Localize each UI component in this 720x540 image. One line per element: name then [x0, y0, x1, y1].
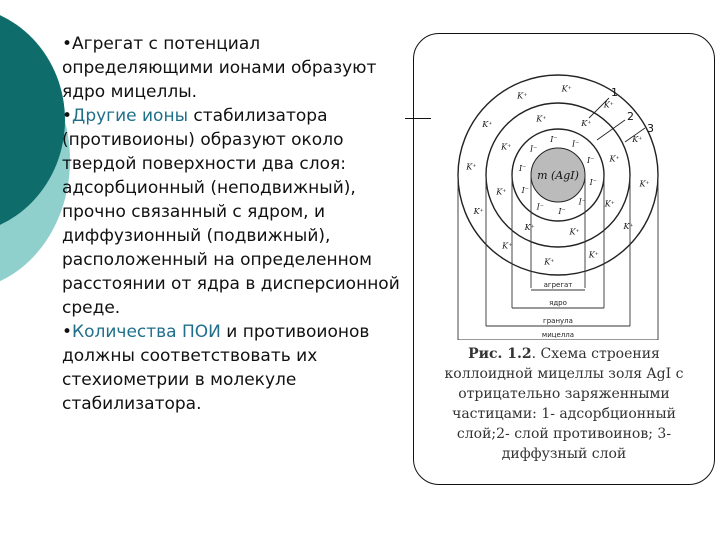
marker-1: 1: [611, 86, 618, 99]
bullet-item: [62, 32, 407, 104]
caption-prefix: Рис. 1.2: [468, 346, 532, 362]
ion-label-iodide: I⁻: [589, 178, 597, 188]
ion-label-potassium: K⁺: [632, 135, 643, 145]
ion-label-potassium: K⁺: [623, 221, 634, 231]
ion-label-iodide: I⁻: [550, 135, 558, 145]
dim-label-nucleus: ядро: [549, 299, 567, 307]
marker-2: 2: [627, 110, 634, 123]
bullet-text: Агрегат с потенциал определяющими ионами образуют ядро мицеллы.: [62, 34, 377, 102]
ion-label-potassium: K⁺: [604, 199, 615, 209]
core-label: m (AgI): [537, 169, 579, 182]
ion-label-potassium: K⁺: [609, 154, 620, 164]
caption-text: . Схема строения коллоидной мицеллы золя AgI с: [444, 346, 684, 382]
ion-label-iodide: I⁻: [572, 139, 580, 149]
ion-label-potassium: K⁺: [482, 120, 493, 130]
bullet-symbol: •: [62, 34, 73, 54]
highlighted-term: Другие ионы: [72, 106, 188, 126]
ion-label-iodide: I⁻: [521, 186, 529, 195]
bullet-text-block: [62, 32, 407, 416]
bullet-item: [62, 104, 407, 320]
ion-label-potassium: K⁺: [561, 84, 572, 94]
marker-3: 3: [647, 122, 654, 135]
dim-label-granule: гранула: [543, 317, 573, 325]
ion-label-iodide: I⁻: [587, 156, 595, 165]
bullet-text: стабилизатора (противоионы) образуют около твердой поверхности два слоя: адсорбционный (неподвижный), прочно связанный с ядром, и диффузионный (подвижный), расположенный на определенном расстоянии от ядра в дисперсионной среде.: [62, 106, 400, 318]
caption-line: диффузный слой: [501, 446, 627, 462]
bullet-item: [62, 320, 407, 416]
ion-label-iodide: I⁻: [519, 163, 527, 173]
caption-line: частицами: 1- адсорбционный: [452, 406, 676, 422]
ion-label-potassium: K⁺: [588, 250, 599, 260]
ion-label-potassium: K⁺: [536, 114, 547, 124]
ion-label-potassium: K⁺: [473, 206, 484, 216]
bullet-symbol: •: [62, 106, 73, 126]
ion-label-iodide: I⁻: [536, 202, 544, 212]
dim-label-micelle: мицелла: [541, 331, 575, 339]
ion-label-potassium: K⁺: [501, 142, 512, 152]
ion-label-potassium: K⁺: [581, 119, 592, 129]
ion-label-potassium: K⁺: [466, 162, 477, 172]
dim-label-aggregate: агрегат: [543, 281, 573, 289]
caption-line: [430, 344, 698, 384]
ion-label-potassium: K⁺: [569, 227, 580, 237]
ion-label-iodide: I⁻: [530, 144, 538, 154]
ion-label-potassium: K⁺: [544, 257, 555, 267]
micelle-diagram: [413, 40, 713, 340]
figure-caption: [430, 344, 698, 464]
ion-label-potassium: K⁺: [524, 222, 535, 232]
ion-label-potassium: K⁺: [502, 241, 513, 251]
ion-label-iodide: I⁻: [578, 197, 586, 207]
ion-label-potassium: K⁺: [517, 91, 528, 101]
ion-label-potassium: K⁺: [603, 100, 614, 110]
bullet-symbol: •: [62, 322, 73, 342]
ion-label-iodide: I⁻: [558, 206, 566, 216]
caption-line: отрицательно заряженными: [458, 386, 670, 402]
ion-label-potassium: K⁺: [639, 179, 650, 189]
caption-line: слой;2- слой противоинов; 3-: [456, 426, 672, 442]
ion-label-potassium: K⁺: [496, 187, 507, 197]
highlighted-term: Количества ПОИ: [72, 322, 221, 342]
bullet-text: и противоионов должны соответствовать их стехиометрии в молекуле стабилизатора.: [62, 322, 370, 414]
